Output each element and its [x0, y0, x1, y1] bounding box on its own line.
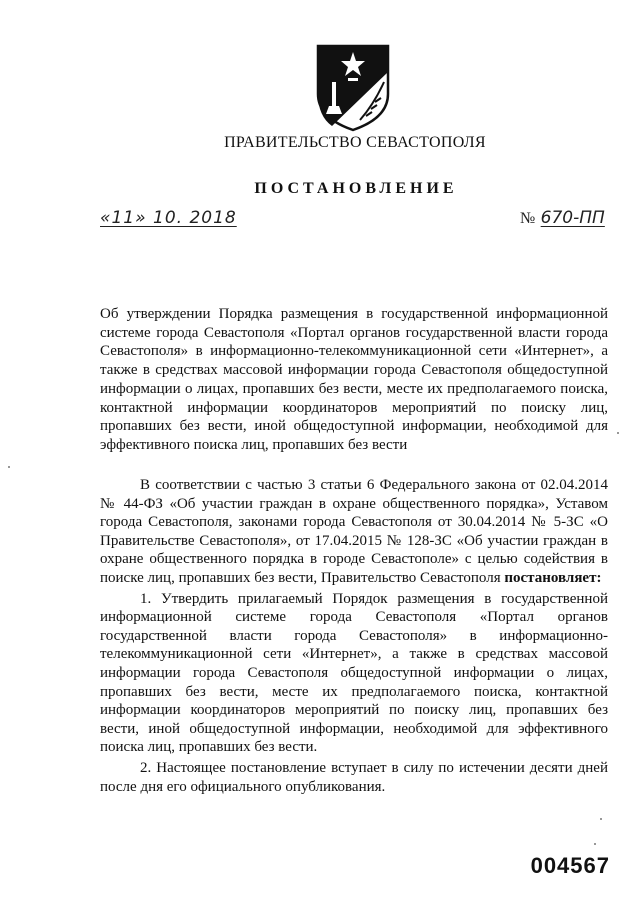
serial-number: 004567	[530, 853, 610, 878]
coat-of-arms-icon	[312, 42, 394, 132]
document-type: ПОСТАНОВЛЕНИЕ	[254, 180, 458, 197]
preamble-text: В соответствии с частью 3 статьи 6 Федерального закона от 02.04.2014 № 44-ФЗ «Об участии граждан в охране общественного порядка», Уставом города Севастополя, законами города Севастополя от 30.04.2014 № 5-ЗС «О Правительстве Севастополя», от 17.04.2015 № 128-ЗС «Об участии граждан в охране общественного порядка в городе Севастополе» с целью содействия в поиске лиц, пропавших без вести, Правительство Севастополя	[100, 477, 608, 586]
scan-speck	[594, 843, 596, 845]
number-prefix: №	[520, 210, 536, 227]
document-title: Об утверждении Порядка размещения в государственной информационной системе города Севастополя «Портал органов государственной власти города Севастополя» в информационно-телекоммуникационной сети «Интернет», а также в средствах массовой информации города Севастополя общедоступной информации о лицах, пропавших без вести, месте их предполагаемого поиска, контактной информации координаторов мероприятий по поиску лиц, пропавших без вести, иной общедоступной информации, необходимой для эффективного поиска лиц, пропавших без вести	[100, 306, 608, 453]
scan-speck	[617, 432, 619, 434]
number-handwritten: 670-ПП	[540, 208, 605, 228]
scan-speck	[600, 818, 602, 820]
item-1-paragraph: 1. Утвердить прилагаемый Порядок размещения в государственной информационной системе города Севастополя «Портал органов государственной власти города Севастополя» в информационно-телекоммуникационной сети «Интернет», а также в средствах массовой информации города Севастополя общедоступной информации о лицах, пропавших без вести, месте их предполагаемого поиска, контактной информации координаторов мероприятий по поиску лиц, пропавших без вести, иной общедоступной информации, необходимой для эффективного поиска лиц, пропавших без вести.	[100, 590, 608, 756]
document-number	[520, 208, 605, 228]
preamble-paragraph	[100, 476, 608, 588]
document-body	[100, 476, 608, 796]
item-2-paragraph: 2. Настоящее постановление вступает в силу по истечении десяти дней после дня его официального опубликования.	[100, 759, 608, 795]
organization-name: ПРАВИТЕЛЬСТВО СЕВАСТОПОЛЯ	[224, 134, 486, 151]
scan-speck	[8, 466, 10, 468]
date-handwritten: «11» 10. 2018	[100, 208, 237, 228]
decree-word: постановляет:	[504, 569, 602, 586]
document-date	[100, 208, 237, 228]
